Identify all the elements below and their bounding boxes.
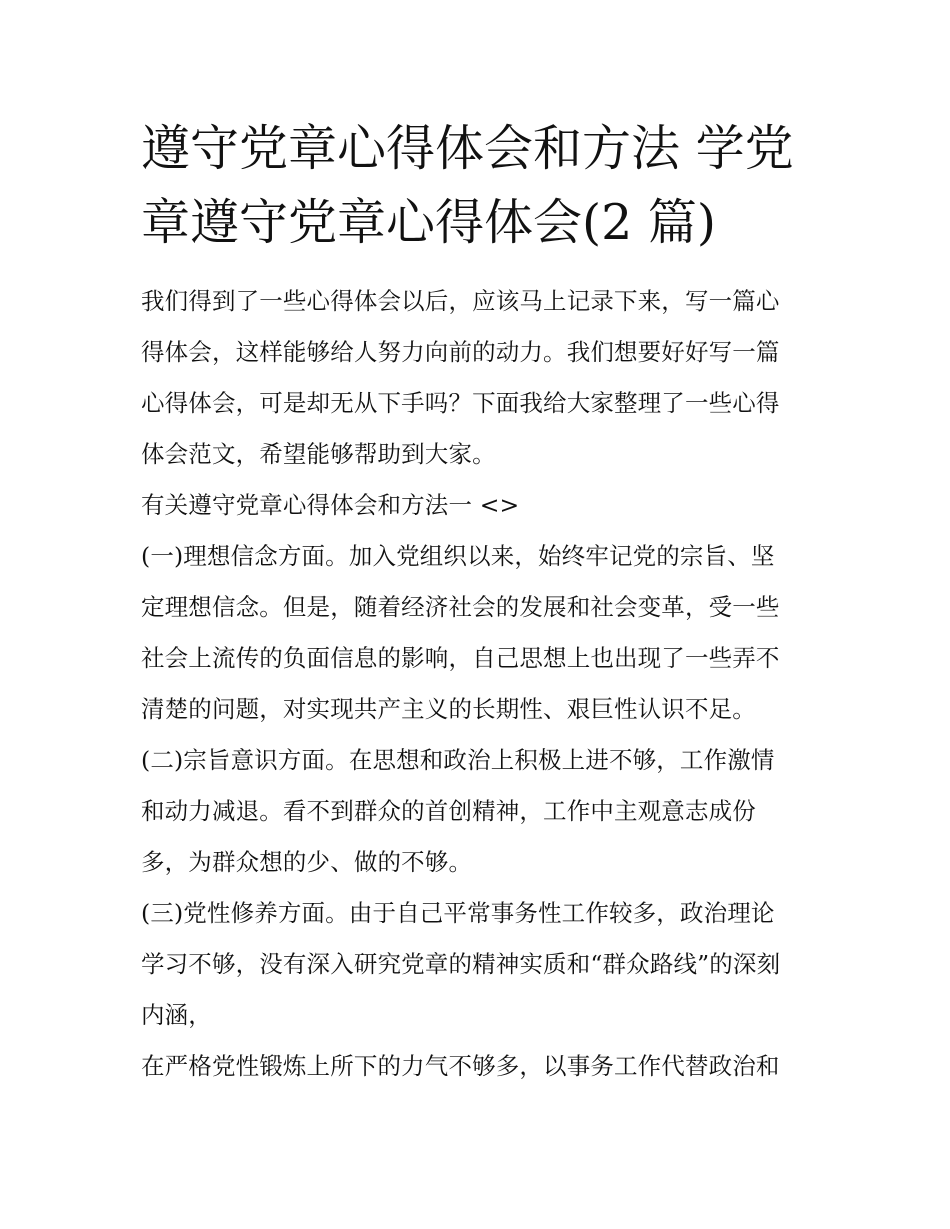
- body-line: 和动力减退。看不到群众的首创精神，工作中主观意志成份: [141, 797, 756, 825]
- body-line: (三)党性修养方面。由于自己平常事务性工作较多，政治理论: [141, 899, 775, 927]
- body-line: 清楚的问题，对实现共产主义的长期性、艰巨性认识不足。: [141, 695, 756, 723]
- body-line: 得体会，这样能够给人努力向前的动力。我们想要好好写一篇: [141, 338, 780, 366]
- body-line: (二)宗旨意识方面。在思想和政治上积极上进不够，工作激情: [141, 746, 775, 774]
- title-line: 章遵守党章心得体会(2 篇): [141, 194, 716, 251]
- body-line: 社会上流传的负面信息的影响，自己思想上也出现了一些弄不: [141, 644, 780, 672]
- body-line: 学习不够，没有深入研究党章的精神实质和“群众路线”的深刻: [141, 950, 781, 978]
- body-line: 体会范文，希望能够帮助到大家。: [141, 440, 496, 468]
- title-line: 遵守党章心得体会和方法 学党: [141, 120, 794, 177]
- document-body: [141, 276, 831, 1092]
- section-heading: 有关遵守党章心得体会和方法一 <>: [141, 491, 520, 519]
- body-line: (一)理想信念方面。加入党组织以来，始终牢记党的宗旨、坚: [141, 542, 775, 570]
- body-line: 内涵，: [141, 1001, 212, 1029]
- body-line: 心得体会，可是却无从下手吗？下面我给大家整理了一些心得: [141, 389, 780, 417]
- body-line: 多，为群众想的少、做的不够。: [141, 848, 473, 876]
- body-line: 我们得到了一些心得体会以后，应该马上记录下来，写一篇心: [141, 287, 780, 315]
- body-line: 定理想信念。但是，随着经济社会的发展和社会变革，受一些: [141, 593, 780, 621]
- body-line: 在严格党性锻炼上所下的力气不够多，以事务工作代替政治和: [141, 1052, 780, 1080]
- document-title: [141, 112, 821, 260]
